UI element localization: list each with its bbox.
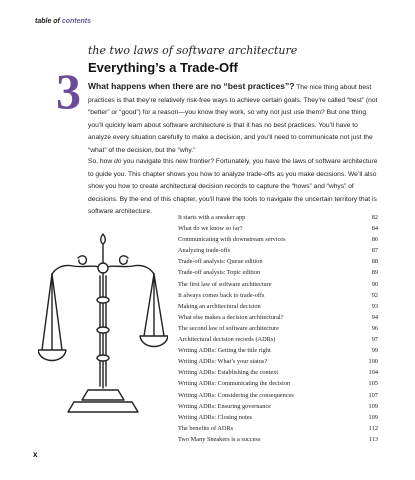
running-header (35, 18, 91, 25)
toc-entry-title: Communicating with downstream services (178, 236, 286, 244)
chapter-title: Everything’s a Trade-Off (88, 60, 238, 75)
toc-entry[interactable] (178, 212, 378, 223)
para2-em: do (114, 158, 122, 165)
toc-entry-title: Two Many Sneakers is a success (178, 435, 261, 443)
toc-entry-title: Writing ADRs: Closing notes (178, 413, 253, 421)
toc-entry[interactable] (178, 334, 378, 345)
toc-entry[interactable] (178, 378, 378, 389)
toc-entry-page: 104 (368, 369, 378, 377)
toc-entry-title: Architectural decision records (ADRs) (178, 336, 276, 344)
toc-entry-page: 97 (371, 336, 378, 344)
toc-entry-page: 94 (371, 313, 378, 321)
chapter-number: 3 (56, 63, 81, 119)
toc-entry[interactable] (178, 390, 378, 401)
toc-entry[interactable] (178, 301, 378, 312)
second-paragraph (88, 156, 383, 219)
table-of-contents (178, 212, 378, 445)
toc-entry-page: 107 (368, 391, 378, 399)
header-label: table of (35, 18, 60, 25)
toc-entry[interactable] (178, 245, 378, 256)
toc-entry-title: Writing ADRs: Establishing the context (178, 369, 279, 377)
toc-entry[interactable] (178, 423, 378, 434)
toc-entry-page: 86 (371, 236, 378, 244)
toc-entry-page: 87 (371, 247, 378, 255)
toc-entry[interactable] (178, 323, 378, 334)
toc-entry-page: 90 (371, 280, 378, 288)
toc-entry[interactable] (178, 256, 378, 267)
toc-entry-page: 93 (371, 302, 378, 310)
toc-entry-title: Writing ADRs: Ensuring governance (178, 402, 271, 410)
toc-entry-title: What else makes a decision architectural? (178, 313, 284, 321)
toc-entry-title: Writing ADRs: Considering the consequences (178, 391, 294, 399)
toc-entry[interactable] (178, 234, 378, 245)
toc-entry[interactable] (178, 267, 378, 278)
toc-entry[interactable] (178, 367, 378, 378)
toc-entry[interactable] (178, 401, 378, 412)
lead-paragraph (88, 80, 380, 157)
toc-entry-page: 113 (368, 435, 378, 443)
toc-entry-page: 96 (371, 324, 378, 332)
toc-entry-title: The benefits of ADRs (178, 424, 234, 432)
toc-entry-page: 84 (371, 225, 378, 233)
toc-entry-page: 82 (371, 214, 378, 221)
toc-entry-page: 109 (368, 402, 378, 410)
toc-entry-title: Writing ADRs: What’s your status? (178, 358, 268, 366)
para2-post: you navigate this new frontier? Fortunately, you have the laws of software architecture to guide you. This chapter shows you how to analyze trade-offs as you make decisions. We’ll also show you how to create architectural decision records to capture the “hows” and “whys” of decisions. By the end of this chapter, you’ll have the tools to navigate the uncertain territory that is software architecture. (88, 158, 378, 215)
toc-entry-title: Writing ADRs: Communicating the decision (178, 380, 291, 388)
toc-entry[interactable] (178, 356, 378, 367)
lead-text: The nice thing about best practices is that they’re relatively risk-free ways to achieve certain goals. They’re called “best” (not “better” or “good”) for a reason—you know they work, so why not just use them? But one thing you’ll quickly learn about software architecture is that it has no best practices. You’ll have to analyze every situation carefully to make a decision, and you’ll need to communicate not just the “what” of the decision, but the “why.” (88, 84, 378, 154)
balance-scale-illustration (38, 228, 168, 418)
toc-entry-page: 92 (371, 291, 378, 299)
toc-entry-page: 99 (371, 347, 378, 355)
page-number: x (33, 450, 38, 459)
toc-entry-title: The second law of software architecture (178, 324, 279, 332)
toc-entry-page: 88 (371, 258, 378, 266)
toc-entry[interactable] (178, 434, 378, 445)
toc-entry-page: 112 (368, 424, 378, 432)
toc-entry[interactable] (178, 290, 378, 301)
toc-entry[interactable] (178, 223, 378, 234)
toc-entry-title: It starts with a sneaker app (178, 214, 246, 221)
toc-entry-title: Making an architectural decision (178, 302, 261, 310)
toc-entry-title: What do we know so far? (178, 225, 243, 233)
toc-entry-title: Trade-off analysis: Queue edition (178, 258, 263, 266)
chapter-kicker: the two laws of software architecture (88, 44, 298, 57)
toc-entry[interactable] (178, 345, 378, 356)
lead-question: What happens when there are no “best practices”? (88, 81, 295, 91)
toc-entry-title: The first law of software architecture (178, 280, 272, 288)
toc-entry-page: 105 (368, 380, 378, 388)
toc-entry-title: It always comes back to trade-offs (178, 291, 265, 299)
toc-entry[interactable] (178, 312, 378, 323)
toc-entry-page: 109 (368, 413, 378, 421)
toc-entry[interactable] (178, 412, 378, 423)
toc-entry-title: Writing ADRs: Getting the title right (178, 347, 271, 355)
header-sub: contents (61, 18, 92, 25)
para2-pre: So, how (88, 158, 115, 165)
toc-entry[interactable] (178, 279, 378, 290)
toc-entry-page: 89 (371, 269, 378, 277)
toc-entry-page: 100 (368, 358, 378, 366)
toc-entry-title: Trade-off analysis: Topic edition (178, 269, 261, 277)
toc-entry-title: Analyzing trade-offs (178, 247, 231, 255)
